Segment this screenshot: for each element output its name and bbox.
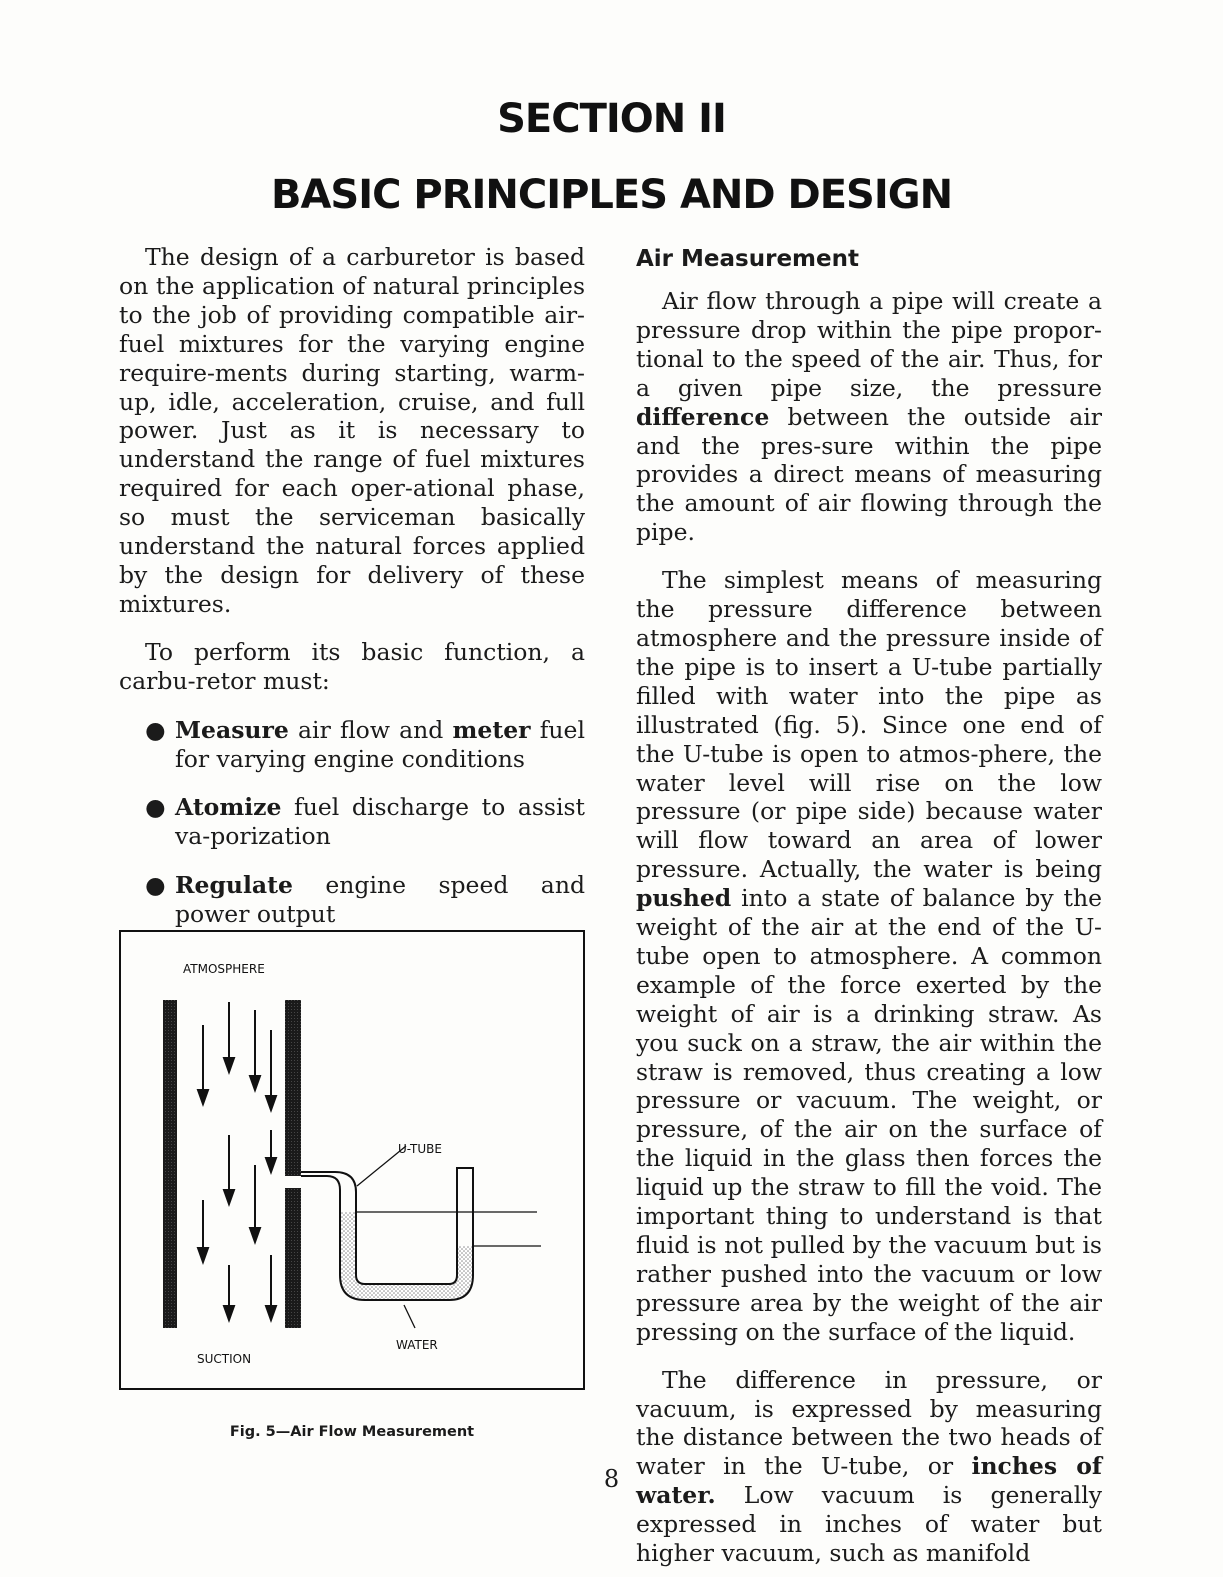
term-inches-of-water: inches of water.	[636, 1452, 1102, 1510]
page-number: 8	[603, 1465, 620, 1493]
figure-frame	[120, 931, 584, 1389]
water-fill	[340, 1212, 473, 1300]
pipe-right-wall-lower	[285, 1188, 301, 1328]
term-regulate: Regulate	[175, 871, 293, 900]
paragraph-2: The simplest means of measuring the pressure difference between atmosphere and the pressure inside of the pipe is to insert a U-tube partially filled with water into the pipe as illustrated (fig. 5). Since one end of the U-tube is open to atmos-phere, the water level will rise on the low pressure (or pipe side) because water will flow toward an area of lower pressure. Actually, the water is being pushed into a state of balance by the weight of the air at the end of the U-tube open to atmosphere. A common example of the force exerted by the weight of air is a drinking straw. As you suck on a straw, the air within the straw is removed, thus creating a low pressure or vacuum. The weight, or pressure, of the air on the surface of the liquid in the glass then forces the liquid up the straw to fill the void. The important thing to understand is that fluid is not pulled by the vacuum but is rather pushed into the vacuum or low pressure area by the weight of the air pressing on the surface of the liquid.	[636, 566, 1102, 1346]
u-tube-outline	[301, 1168, 473, 1300]
figure-caption: Fig. 5—Air Flow Measurement	[229, 1424, 475, 1440]
section-number: SECTION II	[497, 96, 726, 142]
bullet-icon: ●	[145, 715, 166, 744]
label-water: WATER	[396, 1338, 438, 1352]
bullet-icon: ●	[145, 871, 166, 900]
right-column	[636, 243, 1102, 1568]
term-measure: Measure	[175, 715, 289, 744]
list-item: ● Regulate engine speed and power output	[145, 871, 585, 929]
figure-air-flow	[119, 930, 585, 1390]
left-column	[119, 243, 585, 949]
u-tube-diagram	[119, 930, 585, 1390]
label-u-tube: U-TUBE	[398, 1142, 442, 1156]
term-difference: difference	[636, 402, 770, 431]
list-item: ● Measure air flow and meter fuel for varying engine conditions	[145, 715, 585, 773]
intro-paragraph: The design of a carburetor is based on the application of natural principles to the job of providing compatible air-fuel mixtures for the varying engine require-ments during starting, warm-up, idle, acceleration, cruise, and full power. Just as it is necessary to understand the range of fuel mixtures required for each oper-ational phase, so must the serviceman basically understand the natural forces applied by the design for delivery of these mixtures.	[119, 243, 585, 618]
bullet-icon: ●	[145, 793, 166, 822]
paragraph-3: The difference in pressure, or vacuum, is expressed by measuring the distance between the two heads of water in the U-tube, or inches of water. Low vacuum is generally expressed in inches of water but higher vacuum, such as manifold	[636, 1365, 1102, 1568]
water-leader	[404, 1305, 415, 1328]
label-atmosphere: ATMOSPHERE	[183, 962, 265, 976]
term-pushed: pushed	[636, 884, 732, 913]
term-meter: meter	[452, 715, 531, 744]
section-title: BASIC PRINCIPLES AND DESIGN	[270, 172, 953, 218]
lead-in-paragraph: To perform its basic function, a carbu-retor must:	[119, 637, 585, 695]
airflow-arrows	[198, 1002, 276, 1320]
requirements-list	[119, 716, 585, 929]
term-atomize: Atomize	[175, 793, 282, 822]
paragraph-1: Air flow through a pipe will create a pressure drop within the pipe propor-tional to the speed of the air. Thus, for a given pipe size, the pressure difference between the outside air and the pres-sure within the pipe provides a direct means of measuring the amount of air flowing through the pipe.	[636, 287, 1102, 547]
heading-air-measurement: Air Measurement	[636, 246, 859, 272]
label-suction: SUCTION	[197, 1352, 252, 1366]
pipe-left-wall	[163, 1000, 177, 1328]
pipe-right-wall-upper	[285, 1000, 301, 1176]
list-item: ● Atomize fuel discharge to assist va-porization	[145, 793, 585, 851]
